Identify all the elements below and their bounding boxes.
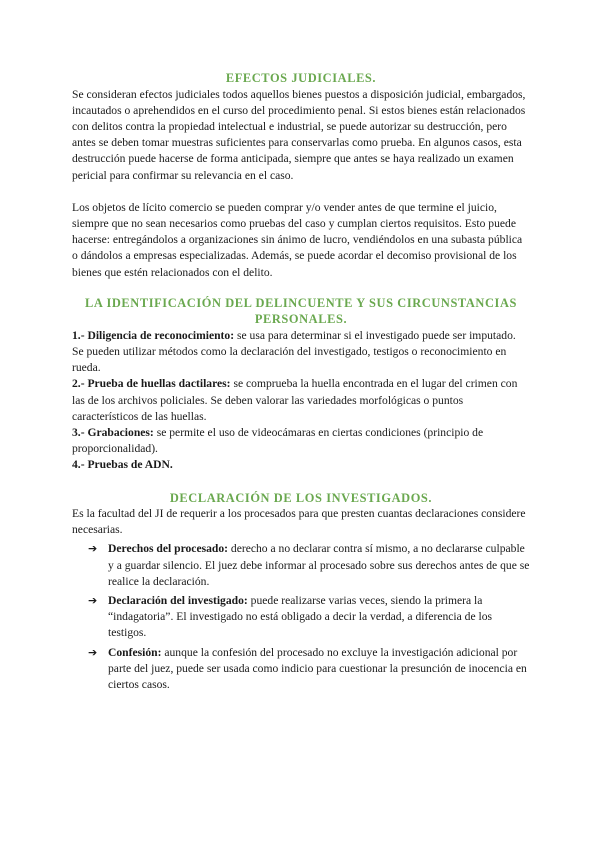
section-heading-efectos-judiciales: EFECTOS JUDICIALES. (225, 71, 377, 85)
right-arrow-icon: ➔ (88, 594, 98, 608)
paragraph-licito-comercio: Los objetos de lícito comercio se pueden comprar y/o vender antes de que termine el juicio, siempre que no sean necesarios como pruebas del caso y cumplan ciertos requisitos. Esto puede hacerse: entregándolos a organizaciones sin ánimo de lucro, vendiéndolos en una subasta pública o dándolos a empresas especializadas. Además, se puede acordar el decomiso provisional de los bienes que estén relacionados con el delito. (72, 200, 523, 279)
bullet-list (72, 541, 530, 693)
paragraph-efectos-definicion: Se consideran efectos judiciales todos aquellos bienes puestos a disposición judicial, embargados, incautados o aprehendidos en el curso del procedimiento penal. Si estos bienes están relacionados con delitos contra la propiedad intelectual e industrial, se puede autorizar su destrucción, pero antes se deben tomar muestras suficientes para conservarlas como prueba. En algunos casos, esta destrucción puede hacerse de forma anticipada, siempre que antes se haya realizado un examen pericial para confirmar su relevancia en el caso. (72, 87, 526, 182)
bullet-text: puede realizarse varias veces, siendo la primera la “indagatoria”. El investigado no está obligado a decir la verdad, a diferencia de los testigos. (108, 594, 493, 640)
section-heading-identificacion: LA IDENTIFICACIÓN DEL DELINCUENTE Y SUS CIRCUNSTANCIAS PERSONALES. (85, 295, 517, 327)
item-label: 1.- Diligencia de reconocimiento: (72, 328, 235, 342)
list-item (72, 593, 530, 642)
right-arrow-icon: ➔ (88, 645, 98, 659)
section-spacer (72, 281, 530, 295)
list-item (72, 645, 530, 694)
item-huellas (72, 376, 530, 425)
item-label: 3.- Grabaciones: (72, 425, 154, 439)
paragraph-declaracion-intro: Es la facultad del JI de requerir a los procesados para que presten cuantas declaraciones considere necesarias. (72, 507, 526, 537)
section-heading-declaracion: DECLARACIÓN DE LOS INVESTIGADOS. (169, 490, 433, 505)
right-arrow-icon: ➔ (88, 542, 98, 556)
bullet-text: derecho a no declarar contra sí mismo, a no declararse culpable y a guardar silencio. El juez debe informar al procesado sobre sus derechos antes de que se realice la declaración. (108, 542, 530, 588)
document-content (72, 70, 530, 696)
paragraph-spacer (72, 184, 530, 200)
item-label: 2.- Prueba de huellas dactilares: (72, 377, 231, 391)
section-spacer (72, 474, 530, 490)
item-text: se permite el uso de videocámaras en ciertas condiciones (principio de proporcionalidad). (72, 425, 484, 456)
bullet-label: Confesión: (108, 645, 162, 659)
item-adn (72, 457, 530, 473)
item-text: se usa para determinar si el investigado puede ser imputado. Se pueden utilizar métodos como la declaración del investigado, testigos o reconocimiento en rueda. (72, 328, 516, 375)
item-text: se comprueba la huella encontrada en el lugar del crimen con las de los archivos policiales. Se deben valorar las variedades morfológicas o puntos característicos de las huellas. (72, 377, 518, 423)
list-item (72, 541, 530, 590)
bullet-label: Derechos del procesado: (108, 542, 229, 556)
item-label: 4.- Pruebas de ADN. (72, 458, 173, 472)
bullet-text: aunque la confesión del procesado no excluye la investigación adicional por parte del juez, puede ser usada como indicio para cuestionar la presunción de inocencia en ciertos casos. (108, 645, 527, 692)
item-grabaciones (72, 425, 530, 457)
bullet-label: Declaración del investigado: (108, 594, 248, 608)
item-reconocimiento (72, 328, 530, 377)
